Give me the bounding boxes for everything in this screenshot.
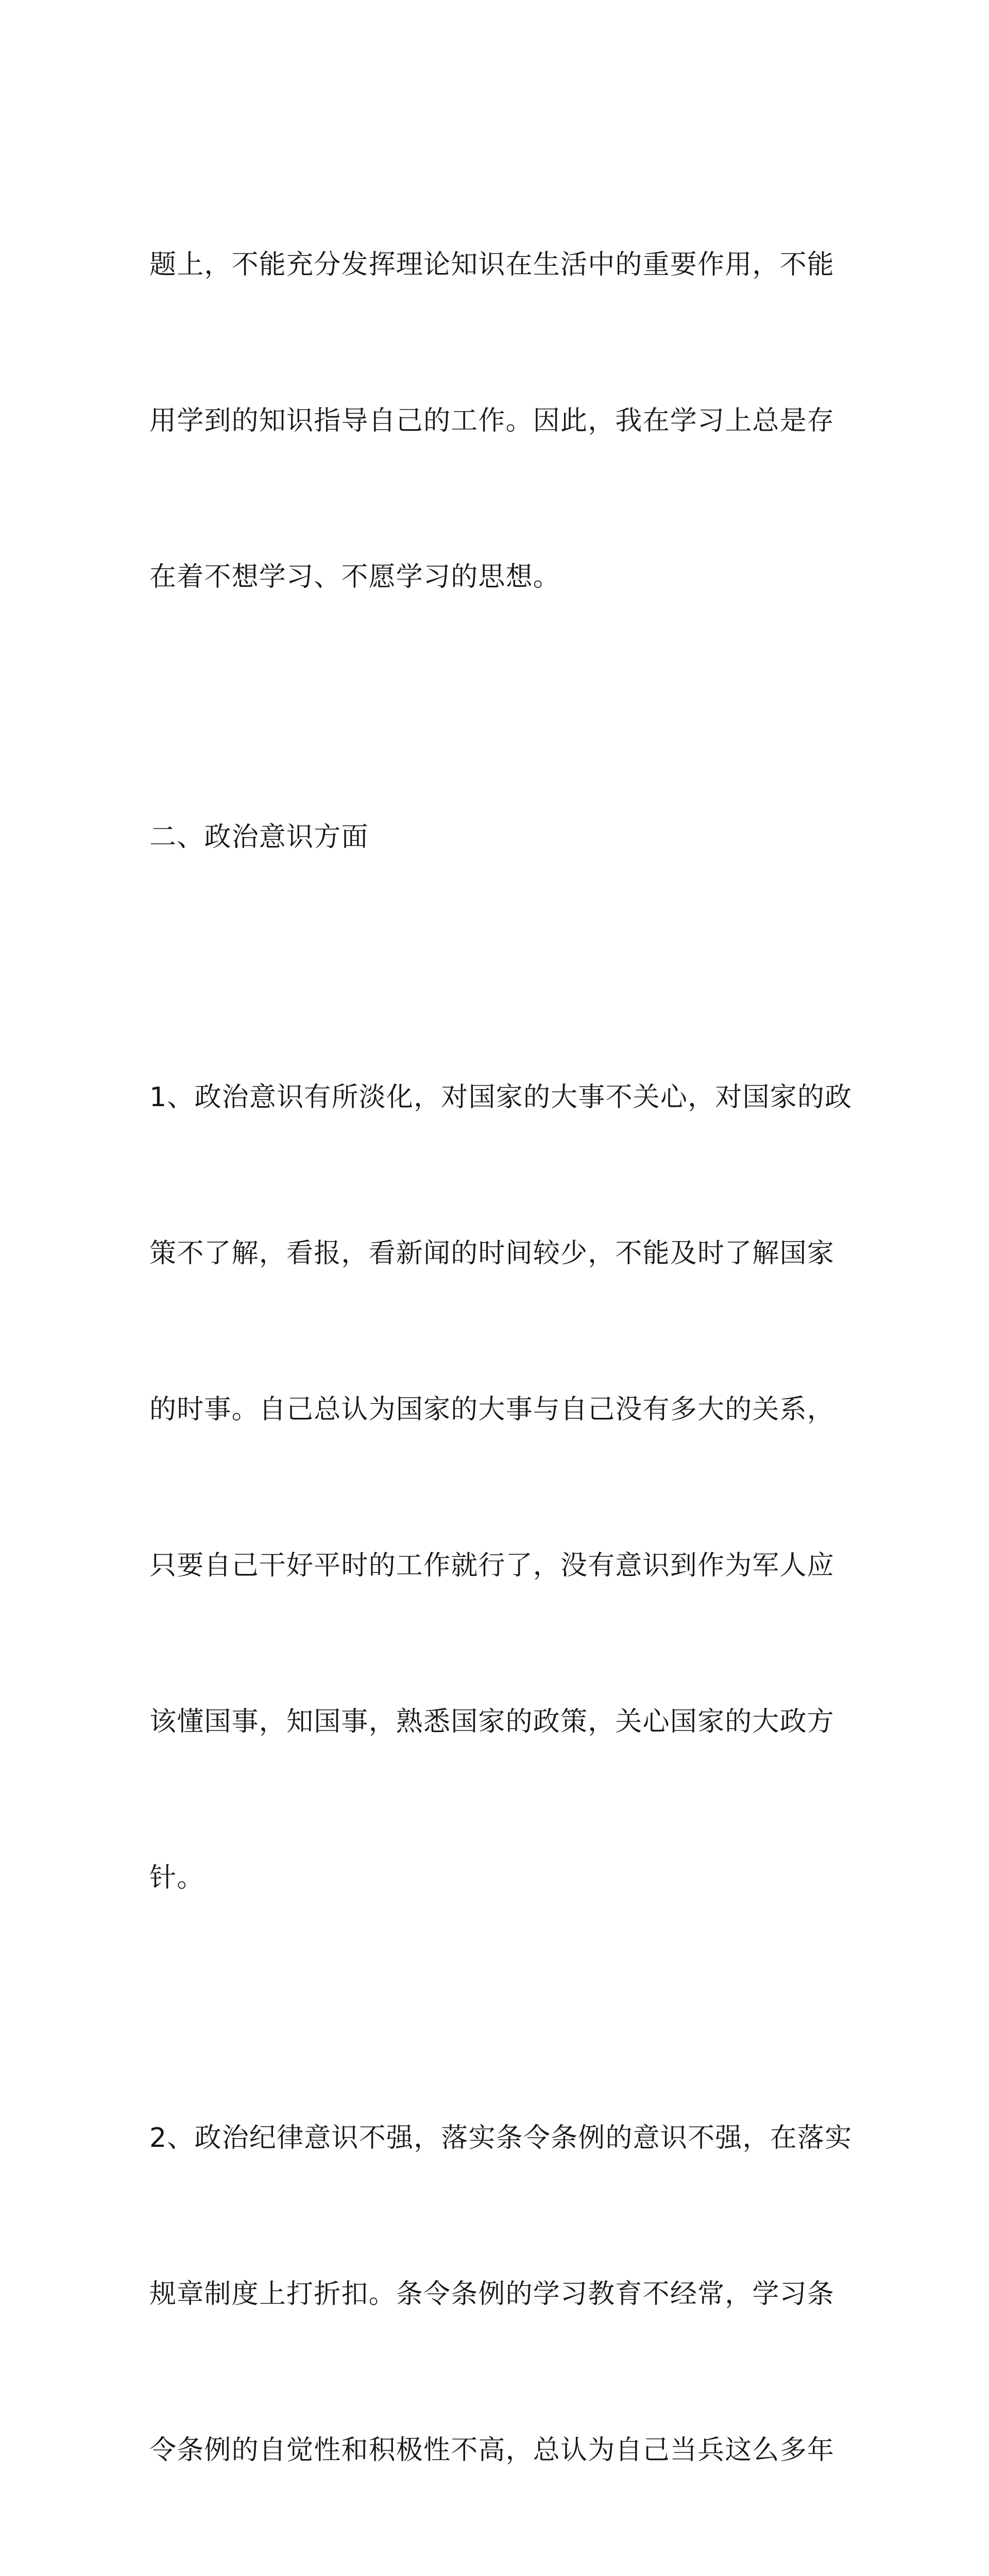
text-line: 1、政治意识有所淡化，对国家的大事不关心，对国家的政	[149, 1082, 852, 1113]
text-line: 该懂国事，知国事，熟悉国家的政策，关心国家的大政方	[149, 1706, 835, 1737]
section-heading: 二、政治意识方面	[149, 822, 369, 853]
text-line: 的时事。自己总认为国家的大事与自己没有多大的关系，	[149, 1394, 835, 1425]
paragraph-study-continuation	[149, 135, 850, 707]
text-line: 题上，不能充分发挥理论知识在生活中的重要作用，不能	[149, 249, 835, 280]
text-line: 令条例的自觉性和积极性不高，总认为自己当兵这么多年	[149, 2435, 835, 2466]
text-line: 2、政治纪律意识不强，落实条令条例的意识不强，在落实	[149, 2123, 852, 2154]
section-heading-political-awareness	[149, 707, 850, 968]
text-line: 只要自己干好平时的工作就行了，没有意识到作为军人应	[149, 1550, 835, 1581]
paragraph-political-item-2	[149, 2008, 850, 2576]
text-line: 规章制度上打折扣。条令条例的学习教育不经常，学习条	[149, 2279, 835, 2310]
text-line: 策不了解，看报，看新闻的时间较少，不能及时了解国家	[149, 1238, 835, 1269]
document-body	[149, 135, 850, 2576]
paragraph-political-item-1	[149, 968, 850, 2008]
text-line: 用学到的知识指导自己的工作。因此，我在学习上总是存	[149, 405, 835, 436]
text-line: 在着不想学习、不愿学习的思想。	[149, 562, 561, 592]
text-line: 针。	[149, 1862, 204, 1893]
